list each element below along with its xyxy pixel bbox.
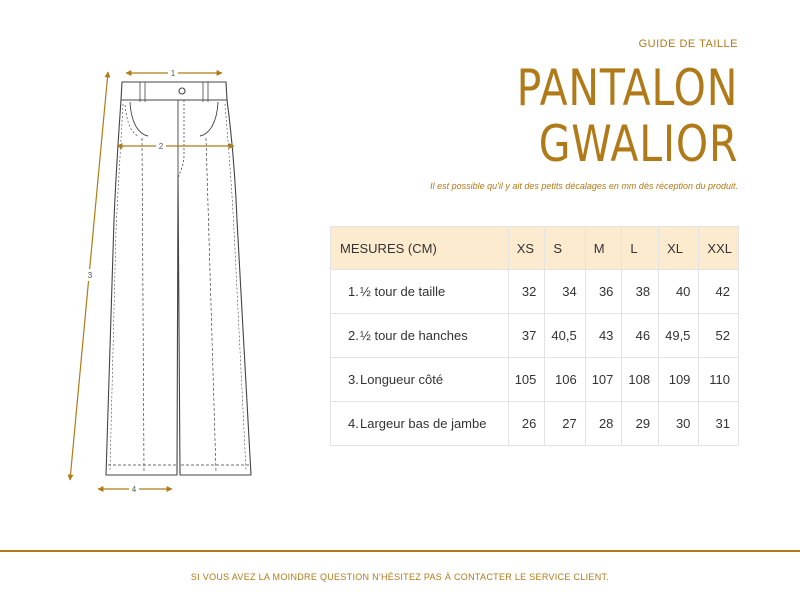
header-xs: XS xyxy=(508,227,545,270)
dimension-label-4: 4 xyxy=(131,485,137,494)
cell-value: 43 xyxy=(585,314,622,358)
cell-value: 29 xyxy=(622,402,659,446)
table-row xyxy=(331,270,739,314)
cell-value: 40 xyxy=(659,270,699,314)
title-line-2: GWALIOR xyxy=(538,115,738,173)
row-label xyxy=(331,402,509,446)
cell-value: 34 xyxy=(545,270,585,314)
cell-value: 107 xyxy=(585,358,622,402)
guide-label: GUIDE DE TAILLE xyxy=(638,38,738,50)
dimension-label-1: 1 xyxy=(170,69,176,78)
cell-value: 31 xyxy=(699,402,739,446)
footer-text: SI VOUS AVEZ LA MOINDRE QUESTION N'HÉSITEZ PAS À CONTACTER LE SERVICE CLIENT. xyxy=(190,572,610,582)
cell-value: 110 xyxy=(699,358,739,402)
header-m: M xyxy=(585,227,622,270)
dimension-4 xyxy=(98,484,172,494)
cell-value: 26 xyxy=(508,402,545,446)
table-row xyxy=(331,402,739,446)
cell-value: 40,5 xyxy=(545,314,585,358)
row-label-text: Largeur bas de jambe xyxy=(360,416,487,431)
table-row xyxy=(331,314,739,358)
dimension-1 xyxy=(126,68,222,78)
row-label xyxy=(331,358,509,402)
dimension-3 xyxy=(70,72,108,480)
row-number: 4. xyxy=(348,416,359,431)
size-table xyxy=(330,226,739,446)
header-l: L xyxy=(622,227,659,270)
header-mesures: MESURES (CM) xyxy=(331,227,509,270)
pants-drawing xyxy=(50,60,260,500)
dimension-label-2: 2 xyxy=(158,142,164,151)
cell-value: 105 xyxy=(508,358,545,402)
pants-technical-drawing-icon xyxy=(50,60,260,500)
cell-value: 42 xyxy=(699,270,739,314)
page-title xyxy=(516,60,738,172)
row-number: 1. xyxy=(348,284,359,299)
cell-value: 27 xyxy=(545,402,585,446)
row-label-text: Longueur côté xyxy=(360,372,444,387)
header-xxl: XXL xyxy=(699,227,739,270)
header-xl: XL xyxy=(659,227,699,270)
cell-value: 49,5 xyxy=(659,314,699,358)
cell-value: 109 xyxy=(659,358,699,402)
cell-value: 46 xyxy=(622,314,659,358)
cell-value: 37 xyxy=(508,314,545,358)
dimension-2 xyxy=(117,141,234,151)
table-header-row xyxy=(331,227,739,270)
row-number: 3. xyxy=(348,372,359,387)
cell-value: 38 xyxy=(622,270,659,314)
table-row xyxy=(331,358,739,402)
row-number: 2. xyxy=(348,328,359,343)
cell-value: 52 xyxy=(699,314,739,358)
dimension-label-3: 3 xyxy=(87,271,93,280)
row-label-text: ½ tour de hanches xyxy=(360,328,468,343)
cell-value: 36 xyxy=(585,270,622,314)
title-line-1: PANTALON xyxy=(516,59,738,117)
cell-value: 28 xyxy=(585,402,622,446)
header-s: S xyxy=(545,227,585,270)
cell-value: 106 xyxy=(545,358,585,402)
row-label xyxy=(331,314,509,358)
cell-value: 30 xyxy=(659,402,699,446)
footer-divider xyxy=(0,550,800,552)
row-label xyxy=(331,270,509,314)
disclaimer-text: Il est possible qu'il y ait des petits décalages en mm dès réception du produit. xyxy=(430,181,738,191)
cell-value: 108 xyxy=(622,358,659,402)
row-label-text: ½ tour de taille xyxy=(360,284,446,299)
cell-value: 32 xyxy=(508,270,545,314)
